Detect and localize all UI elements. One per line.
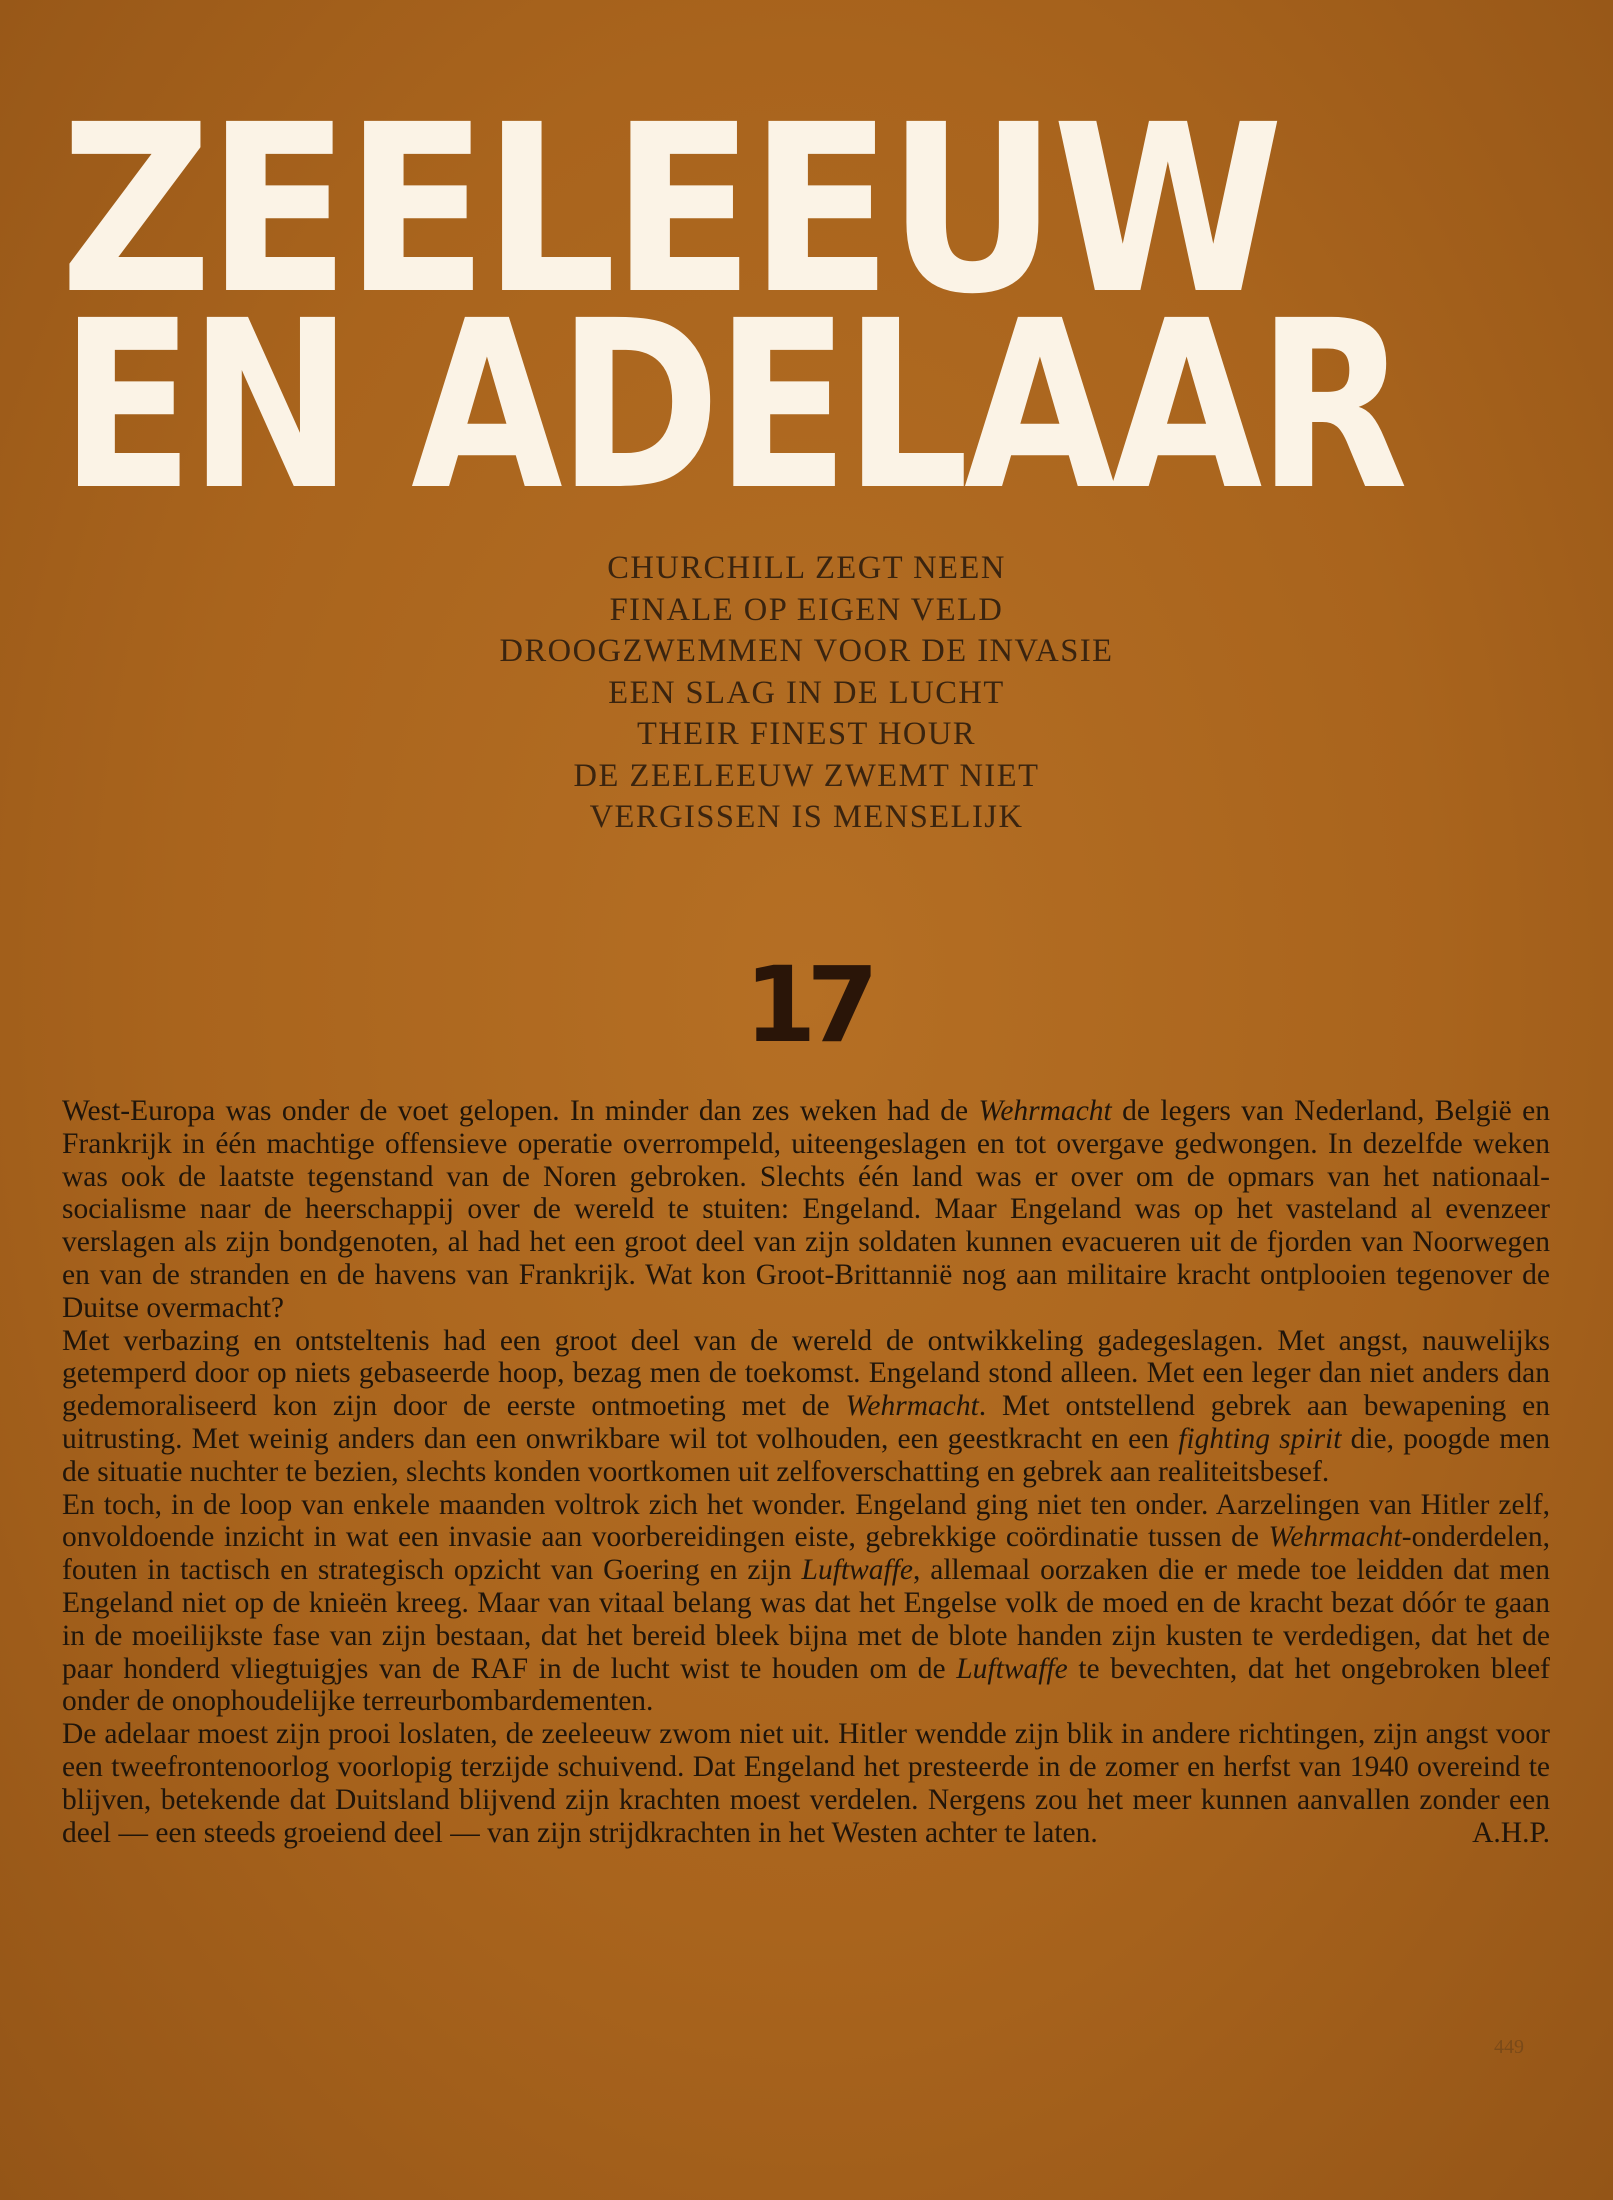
title-line-2: EN ADELAAR — [60, 271, 1404, 541]
emphasis-term: Wehrmacht — [845, 1390, 979, 1423]
article-paragraph-3: En toch, in de loop van enkele maanden voltrok zich het wonder. Engeland ging niet ten onder. Aarzelingen van Hitler zelf, onvoldoende inzicht in wat een invasie aan voorbereidingen eiste, gebrekkige coördinatie tussen de Wehrmacht-onderdelen, fouten in tactisch en strategisch opzicht van Goering en zijn Luftwaffe, allemaal oorzaken die er mede toe leidden dat men Engeland niet op de knieën kreeg. Maar van vitaal belang was dat het Engelse volk de moed en de kracht bezat dóór te gaan in de moeilijkste fase van zijn bestaan, dat het bereid bleek bijna met de blote handen zijn kusten te verdedigen, dat het de paar honderd vliegtuigjes van de RAF in de lucht wist te houden om de Luftwaffe te bevechten, dat het ongebroken bleef onder de onophoudelijke terreurbombardementen. — [62, 1488, 1551, 1718]
contents-item: VERGISSEN IS MENSELIJK — [589, 799, 1024, 835]
page-number: 449 — [1494, 2036, 1524, 2058]
article-paragraph-4: De adelaar moest zijn prooi loslaten, de zeeleeuw zwom niet uit. Hitler wendde zijn blik in andere richtingen, zijn angst voor een tweefrontenoorlog voorlopig terzijde schuivend. Dat Engeland het presteerde in de zomer en herfst van 1940 overeind te blijven, betekende dat Duitsland blijvend zijn krachten moest verdelen. Nergens zou het meer kunnen aanvallen zonder een deel — een steeds groeiend deel — van zijn strijdkrachten in het Westen achter te laten. A.H.P. — [62, 1718, 1550, 1849]
contents-item: DROOGZWEMMEN VOOR DE INVASIE — [499, 633, 1114, 669]
issue-number: 17 — [744, 944, 869, 1066]
contents-item: THEIR FINEST HOUR — [636, 716, 977, 752]
emphasis-term: fighting spirit — [1178, 1422, 1342, 1455]
emphasis-term: Luftwaffe — [956, 1652, 1068, 1685]
contents-item: FINALE OP EIGEN VELD — [609, 591, 1004, 628]
author-signature: A.H.P. — [1472, 1816, 1550, 1849]
contents-item: DE ZEELEEUW ZWEMT NIET — [573, 757, 1040, 794]
contents-list — [0, 548, 1613, 839]
emphasis-term: Wehrmacht — [1268, 1521, 1402, 1554]
contents-item: EEN SLAG IN DE LUCHT — [608, 674, 1005, 711]
emphasis-term: Wehrmacht — [978, 1095, 1112, 1127]
article-body — [62, 1095, 1550, 1849]
contents-item: CHURCHILL ZEGT NEEN — [607, 550, 1006, 586]
title-line-1: ZEELEEUW — [60, 75, 1279, 345]
article-paragraph-1: West-Europa was onder de voet gelopen. In minder dan zes weken had de Wehrmacht de legers van Nederland, België en Frankrijk in één machtige offensieve operatie overrompeld, uiteengeslagen en tot overgave gedwongen. In dezelfde weken was ook de laatste tegenstand van de Noren gebroken. Slechts één land was er over om de opmars van het nationaal-socialisme naar de heerschappij over de wereld te stuiten: Engeland. Maar Engeland was op het vasteland al evenzeer verslagen als zijn bondgenoten, al had het een groot deel van zijn soldaten kunnen evacueren uit de fjorden van Noorwegen en van de stranden en de havens van Frankrijk. Wat kon Groot-Brittannië nog aan militaire kracht ontplooien tegenover de Duitse overmacht? — [62, 1095, 1550, 1324]
emphasis-term: Luftwaffe — [801, 1554, 913, 1587]
article-paragraph-2: Met verbazing en ontsteltenis had een groot deel van de wereld de ontwikkeling gadegeslagen. Met angst, nauwelijks getemperd door op niets gebaseerde hoop, bezag men de toekomst. Engeland stond alleen. Met een leger dan niet anders dan gedemoraliseerd kon zijn door de eerste ontmoeting met de Wehrmacht. Met ontstellend gebrek aan bewapening en uitrusting. Met weinig anders dan een onwrikbare wil tot volhouden, een geestkracht en een fighting spirit die, poogde men de situatie nuchter te bezien, slechts konden voortkomen uit zelfoverschatting en gebrek aan realiteitsbesef. — [62, 1324, 1550, 1488]
masthead-title — [60, 75, 1560, 541]
